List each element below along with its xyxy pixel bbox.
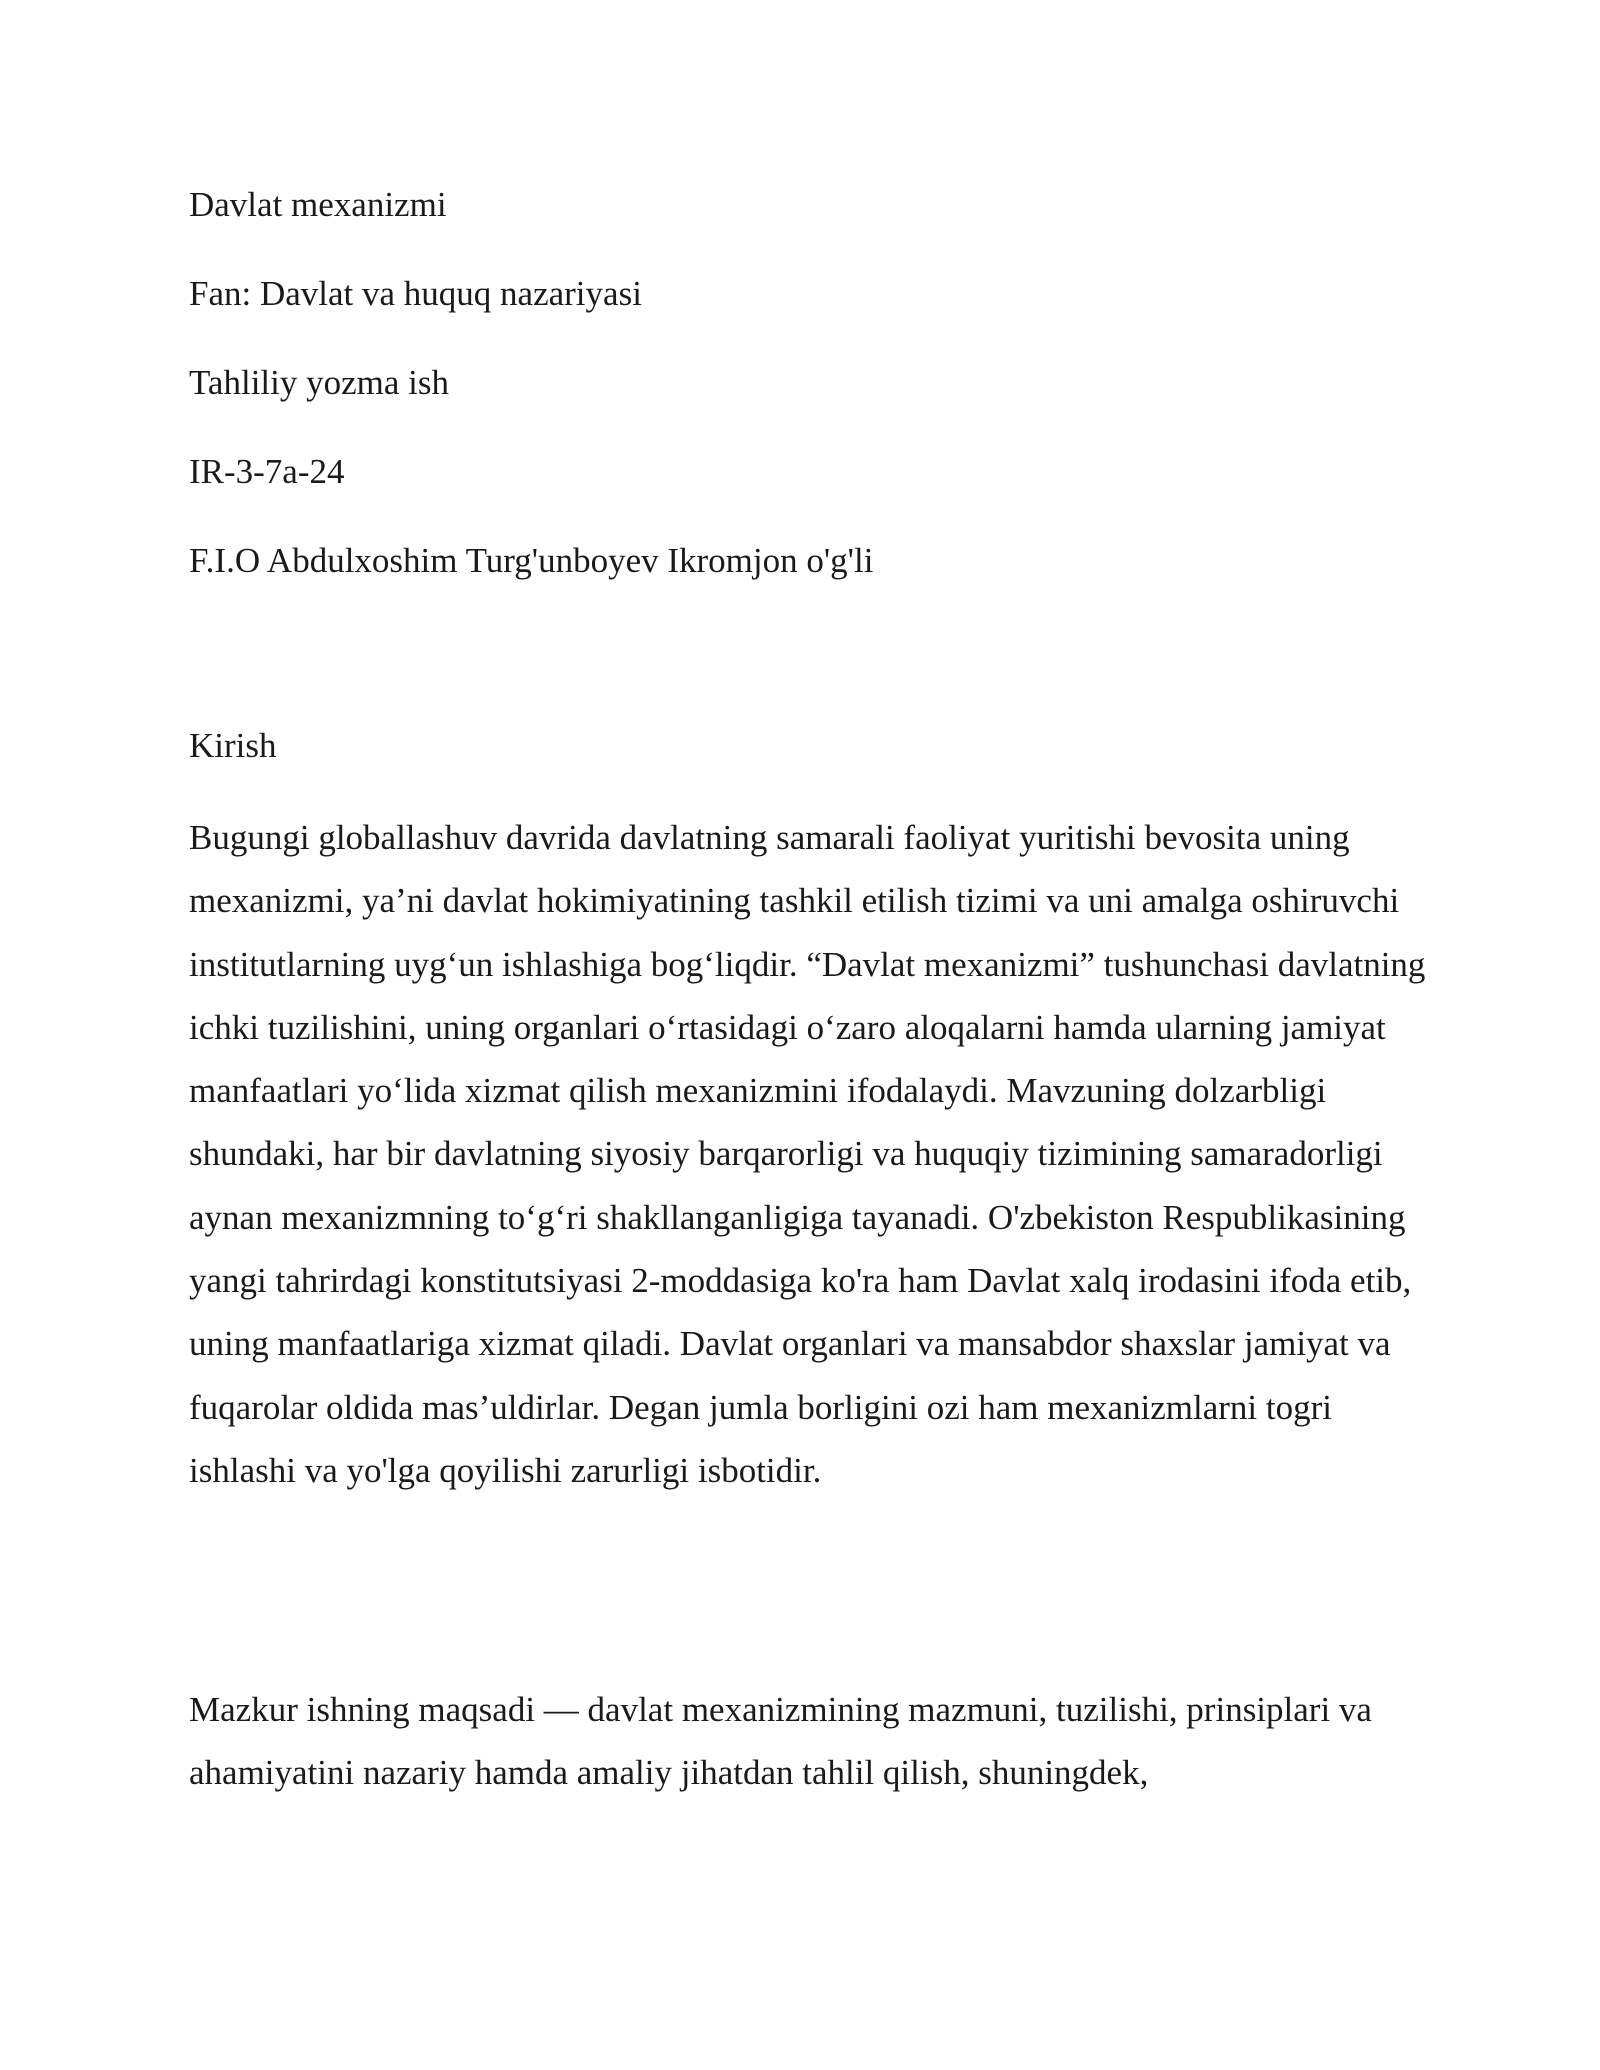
group-code-line: IR-3-7a-24	[189, 452, 345, 491]
subject-line: Fan: Davlat va huquq nazariyasi	[189, 274, 642, 313]
document-title: Davlat mexanizmi	[189, 185, 447, 224]
work-type-line: Tahliliy yozma ish	[189, 363, 450, 402]
paragraph-introduction: Bugungi globallashuv davrida davlatning samarali faoliyat yuritishi bevosita uning mexanizmi, ya’ni davlat hokimiyatining tashkil etilish tizimi va uni amalga oshiruvchi institutlarning uyg‘un ishlashiga bog‘liqdir. “Davlat mexanizmi” tushunchasi davlatning ichki tuzilishini, uning organlari o‘rtasidagi o‘zaro aloqalarni hamda ularning jamiyat manfaatlari yo‘lida xizmat qilish mexanizmini ifodalaydi. Mavzuning dolzarbligi shundaki, har bir davlatning siyosiy barqarorligi va huquqiy tizimining samaradorligi aynan mexanizmning to‘g‘ri shakllanganligiga tayanadi. O'zbekiston Respublikasining yangi tahrirdagi konstitutsiyasi 2-moddasiga ko'ra ham Davlat xalq irodasini ifoda etib, uning manfaatlariga xizmat qiladi. Davlat organlari va mansabdor shaxslar jamiyat va fuqarolar oldida mas’uldirlar. Degan jumla borligini ozi ham mexanizmlarni togri ishlashi va yo'lga qoyilishi zarurligi isbotidir.	[189, 818, 1426, 1490]
paragraph-purpose: Mazkur ishning maqsadi — davlat mexanizmining mazmuni, tuzilishi, prinsiplari va ahamiyatini nazariy hamda amaliy jihatdan tahlil qilish, shuningdek,	[189, 1690, 1372, 1793]
section-heading-introduction: Kirish	[189, 726, 277, 765]
author-line: F.I.O Abdulxoshim Turg'unboyev Ikromjon o'g'li	[189, 541, 874, 580]
document-header	[189, 184, 1439, 629]
